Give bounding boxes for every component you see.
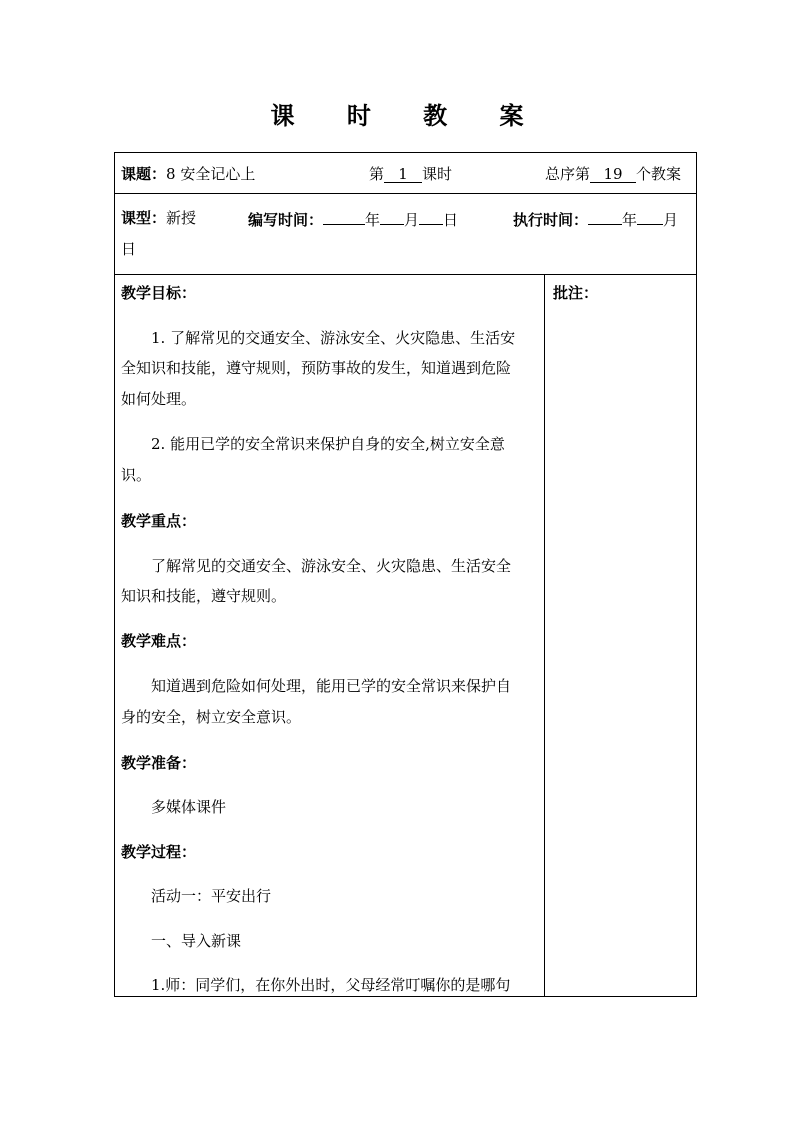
type-value: 新授	[166, 209, 197, 227]
period-prefix: 第	[369, 165, 385, 183]
written-year: 年	[365, 211, 381, 229]
title-char-3: 教	[423, 101, 448, 130]
type-label: 课型：	[121, 209, 167, 227]
order-prefix: 总序第	[545, 165, 591, 183]
header-row-topic	[115, 153, 696, 194]
period-field	[369, 163, 452, 184]
exec-time-field	[513, 207, 678, 230]
goals-heading: 教学目标：	[121, 284, 197, 302]
order-field	[545, 163, 681, 184]
exec-year-blank	[588, 207, 622, 225]
prep-heading: 教学准备：	[121, 754, 197, 772]
exec-month: 月	[663, 211, 679, 229]
period-suffix: 课时	[422, 165, 453, 183]
written-year-blank	[323, 207, 365, 225]
written-time-field	[248, 207, 458, 230]
type-field	[121, 207, 196, 228]
difficult-heading: 教学难点：	[121, 632, 197, 650]
difficult-line1: 知道遇到危险如何处理，能用已学的安全常识来保护自	[151, 677, 512, 695]
topic-field	[121, 163, 255, 184]
written-day: 日	[443, 211, 459, 229]
topic-label: 课题：	[121, 165, 167, 183]
lesson-plan-table	[114, 152, 697, 997]
written-label: 编写时间：	[248, 211, 324, 229]
written-month-blank	[380, 207, 404, 225]
written-day-blank	[419, 207, 443, 225]
lesson-content	[115, 275, 545, 996]
notes-column	[545, 275, 696, 996]
header-row-type	[115, 194, 696, 275]
section1: 一、导入新课	[151, 932, 242, 950]
activity1: 活动一：平安出行	[151, 887, 272, 905]
title-char-1: 课	[270, 101, 295, 130]
period-number: 1	[384, 165, 422, 183]
exec-label: 执行时间：	[513, 211, 589, 229]
key-line1: 了解常见的交通安全、游泳安全、火灾隐患、生活安全	[151, 557, 512, 575]
page-title	[0, 96, 794, 131]
process-heading: 教学过程：	[121, 843, 197, 861]
topic-value: 8 安全记心上	[166, 165, 256, 183]
exec-month-blank	[637, 207, 663, 225]
title-char-4: 案	[499, 101, 524, 130]
exec-year: 年	[622, 211, 638, 229]
order-number: 19	[590, 165, 636, 183]
goal2-line1: 2. 能用已学的安全常识来保护自身的安全,树立安全意	[151, 435, 505, 453]
goal2-line2: 识。	[121, 466, 152, 484]
written-month: 月	[404, 211, 420, 229]
goal1-line2: 全知识和技能，遵守规则，预防事故的发生，知道遇到危险	[121, 359, 512, 377]
goal1-line1: 1. 了解常见的交通安全、游泳安全、火灾隐患、生活安	[151, 329, 516, 347]
exec-day: 日	[121, 240, 137, 258]
prep-line1: 多媒体课件	[151, 798, 227, 816]
notes-label: 批注：	[553, 284, 599, 302]
key-heading: 教学重点：	[121, 512, 197, 530]
title-char-2: 时	[346, 101, 371, 130]
order-suffix: 个教案	[636, 165, 682, 183]
goal1-line3: 如何处理。	[121, 390, 197, 408]
step1: 1.师：同学们，在你外出时，父母经常叮嘱你的是哪句	[151, 976, 511, 994]
key-line2: 知识和技能，遵守规则。	[121, 587, 287, 605]
difficult-line2: 身的安全，树立安全意识。	[121, 708, 302, 726]
